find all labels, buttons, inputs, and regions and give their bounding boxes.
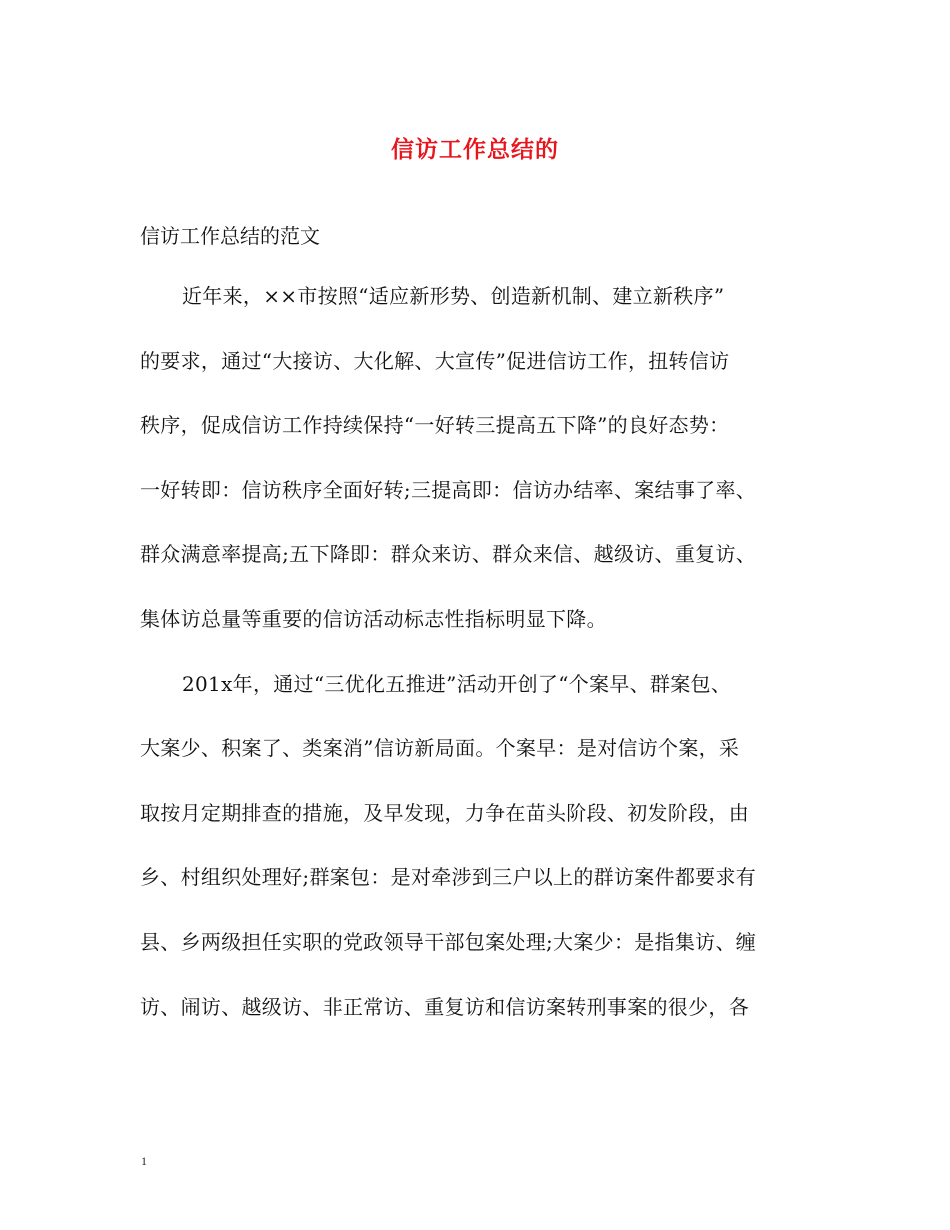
paragraph-line: 访、闹访、越级访、非正常访、重复访和信访案转刑事案的很少，各 <box>140 994 749 1019</box>
paragraph-line: 群众满意率提高;五下降即：群众来访、群众来信、越级访、重复访、 <box>140 542 757 567</box>
paragraph-line: 秩序，促成信访工作持续保持“一好转三提高五下降”的良好态势： <box>140 413 730 438</box>
document-title: 信访工作总结的 <box>391 137 559 163</box>
paragraph-line: 乡、村组织处理好;群案包：是对牵涉到三户以上的群访案件都要求有 <box>140 865 757 890</box>
paragraph-line: 一好转即：信访秩序全面好转;三提高即：信访办结率、案结事了率、 <box>140 477 757 502</box>
paragraph-line: 大案少、积案了、类案消”信访新局面。个案早：是对信访个案，采 <box>140 736 740 761</box>
paragraph-line: 201x年，通过“三优化五推进”活动开创了“个案早、群案包、 <box>182 671 732 696</box>
paragraph-line: 的要求，通过“大接访、大化解、大宣传”促进信访工作，扭转信访 <box>140 348 730 373</box>
paragraph-line: 近年来，××市按照“适应新形势、创造新机制、建立新秩序” <box>182 284 725 308</box>
document-subtitle: 信访工作总结的范文 <box>140 224 320 248</box>
paragraph-line: 县、乡两级担任实职的党政领导干部包案处理;大案少：是指集访、缠 <box>140 929 757 954</box>
paragraph-line: 取按月定期排查的措施，及早发现，力争在苗头阶段、初发阶段，由 <box>140 800 749 825</box>
body-text <box>140 280 820 1055</box>
page-number: 1 <box>141 1154 147 1168</box>
paragraph-line: 集体访总量等重要的信访活动标志性指标明显下降。 <box>140 606 607 631</box>
